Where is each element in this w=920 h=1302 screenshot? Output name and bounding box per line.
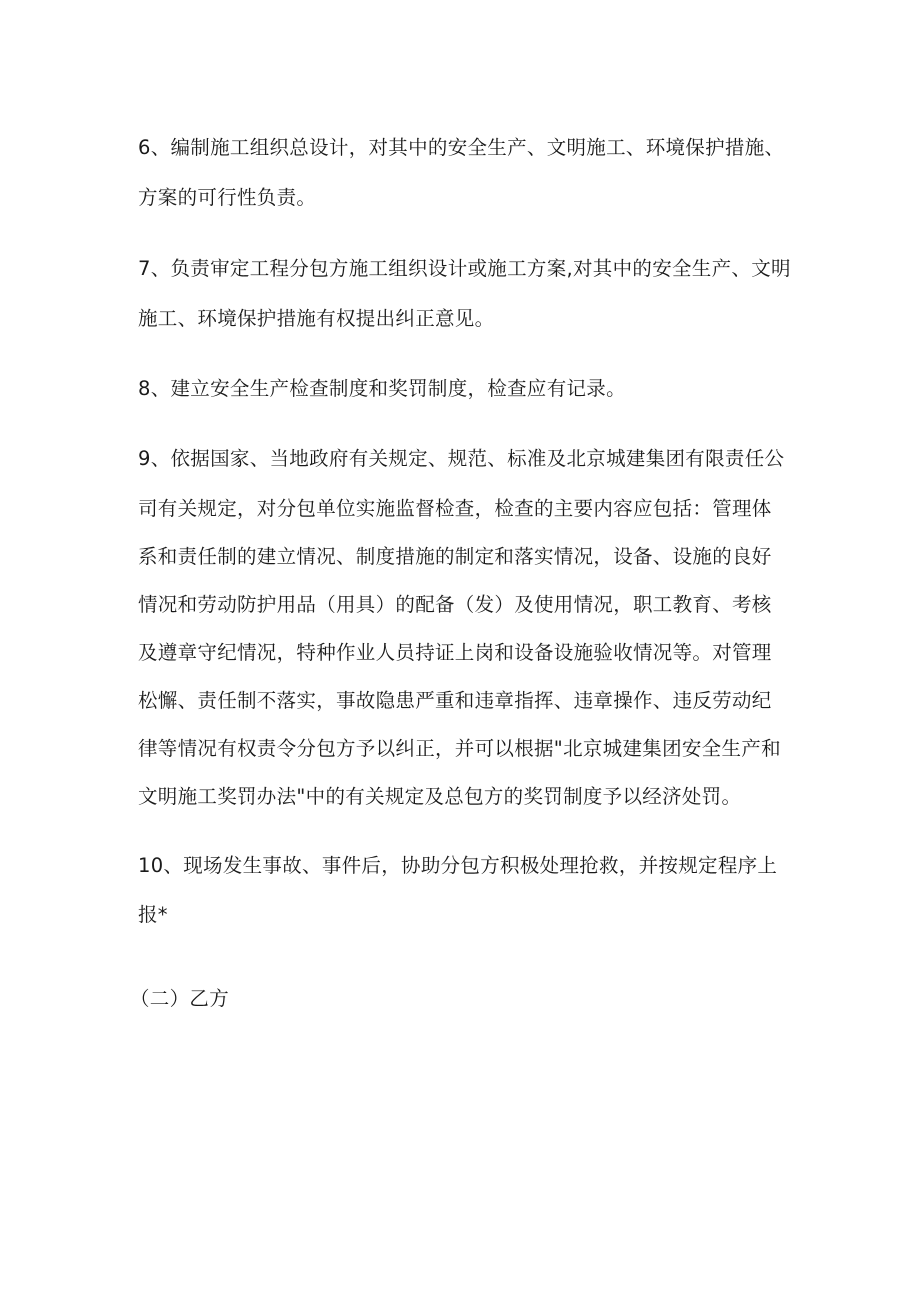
item-6-line-2: 方案的可行性负责。	[138, 186, 317, 209]
item-7-line-1: 7、负责审定工程分包方施工组织设计或施工方案,对其中的安全生产、文明	[138, 257, 791, 280]
item-6-line-1: 6、编制施工组织总设计，对其中的安全生产、文明施工、环境保护措施、	[138, 136, 785, 159]
section-heading: （二）乙方	[130, 987, 230, 1010]
item-9-line-8: 文明施工奖罚办法"中的有关规定及总包方的奖罚制度予以经济处罚。	[138, 785, 742, 808]
item-9-line-1: 9、依据国家、当地政府有关规定、规范、标准及北京城建集团有限责任公	[138, 447, 785, 470]
item-9-line-3: 系和责任制的建立情况、制度措施的制定和落实情况，设备、设施的良好	[138, 545, 772, 568]
item-9-line-2: 司有关规定，对分包单位实施监督检查，检查的主要内容应包括：管理体	[138, 497, 772, 520]
item-9-line-4: 情况和劳动防护用品（用具）的配备（发）及使用情况，职工教育、考核	[138, 593, 772, 616]
item-9-line-6: 松懈、责任制不落实，事故隐患严重和违章指挥、违章操作、违反劳动纪	[138, 689, 772, 712]
item-9-line-7: 律等情况有权责令分包方予以纠正，并可以根据"北京城建集团安全生产和	[138, 737, 781, 760]
item-9-line-5: 及遵章守纪情况，特种作业人员持证上岗和设备设施验收情况等。对管理	[138, 641, 772, 664]
item-7-line-2: 施工、环境保护措施有权提出纠正意见。	[138, 307, 495, 330]
item-10-line-2: 报*	[138, 903, 168, 926]
item-10-line-1: 10、现场发生事故、事件后，协助分包方积极处理抢救，并按规定程序上	[138, 854, 778, 877]
item-8-line-1: 8、建立安全生产检查制度和奖罚制度，检查应有记录。	[138, 377, 626, 400]
